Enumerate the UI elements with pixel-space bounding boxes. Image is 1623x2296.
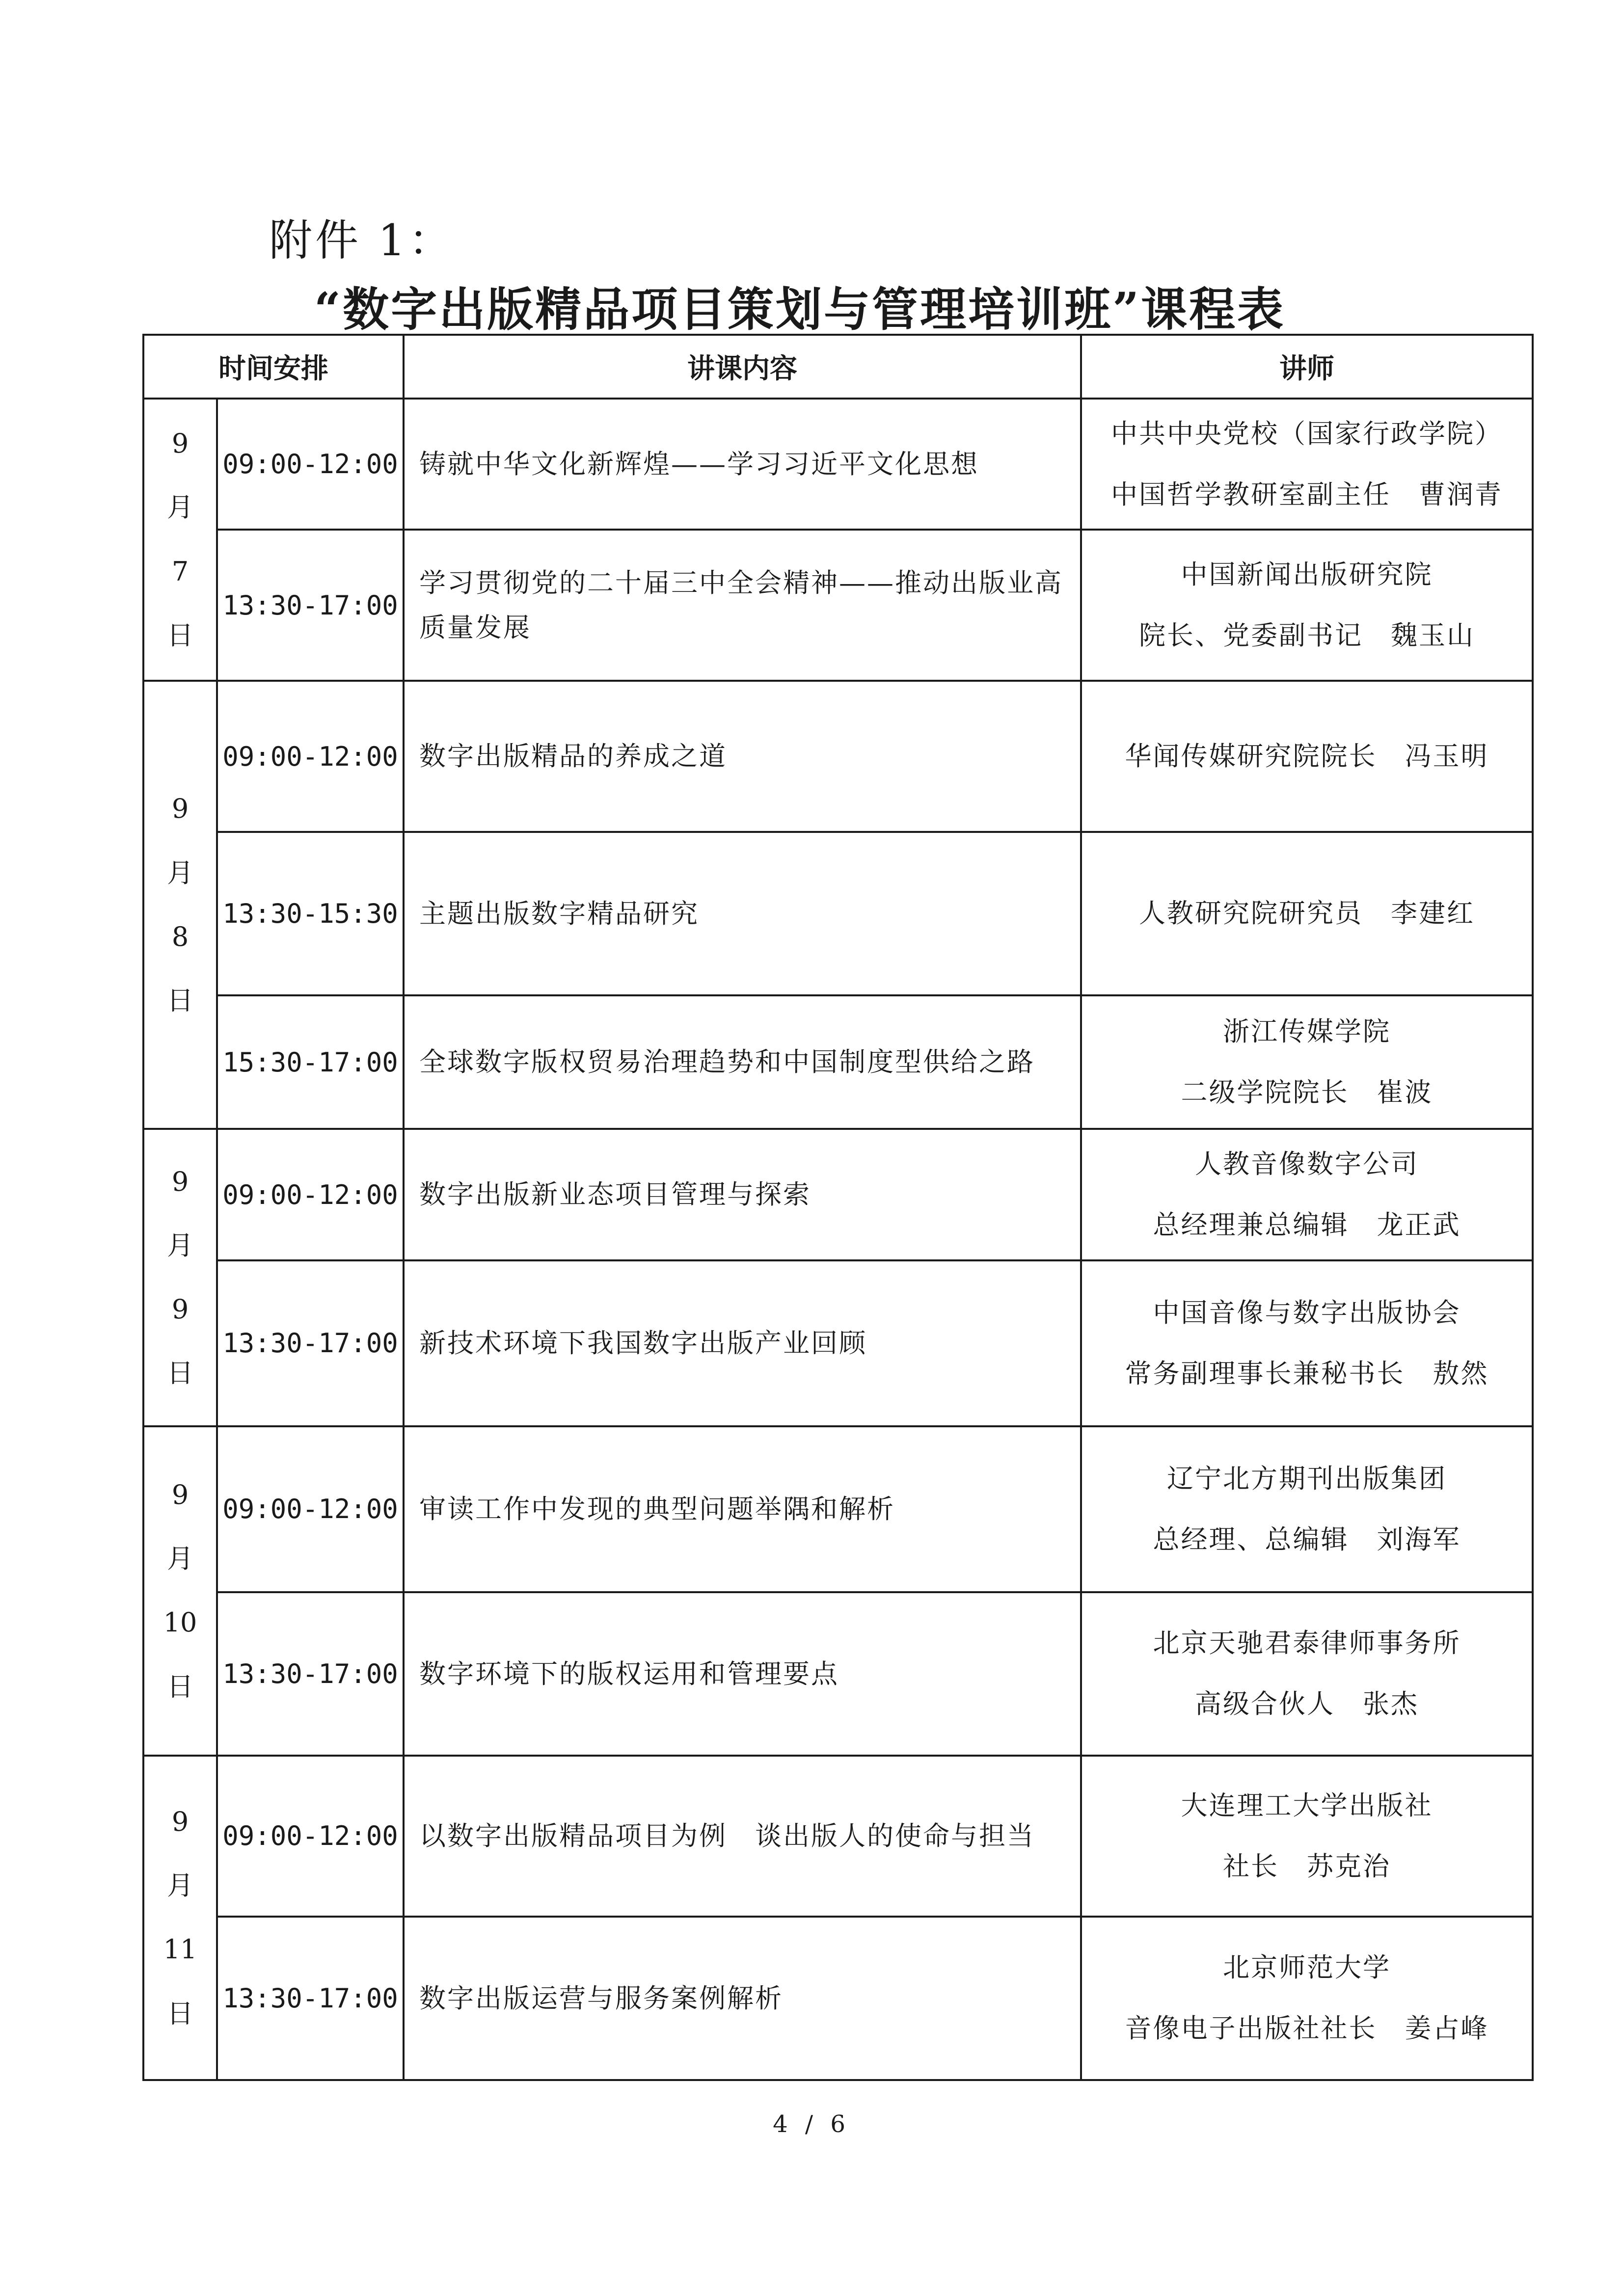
lecturer-line: 总经理兼总编辑 龙正武	[1153, 1209, 1461, 1241]
session-time: 09:00-12:00	[217, 1756, 404, 1917]
session-time: 09:00-12:00	[217, 1129, 404, 1260]
date-char: 7	[171, 556, 189, 587]
session-topic: 新技术环境下我国数字出版产业回顾	[404, 1260, 1081, 1426]
lecturer-line: 高级合伙人 张杰	[1195, 1688, 1419, 1720]
date-char: 9	[171, 1806, 189, 1837]
table-row	[143, 832, 1533, 995]
date-char: 月	[167, 492, 193, 523]
table-row	[143, 1129, 1533, 1260]
table-row	[143, 681, 1533, 832]
date-char: 日	[167, 1358, 193, 1389]
lecturer-line: 浙江传媒学院	[1223, 1016, 1391, 1047]
session-lecturer	[1081, 1426, 1533, 1592]
session-topic: 学习贯彻党的二十届三中全会精神——推动出版业高质量发展	[404, 530, 1081, 681]
attachment-label: 附件 1：	[269, 215, 455, 266]
date-char: 8	[171, 921, 189, 952]
lecturer-line: 北京天驰君泰律师事务所	[1153, 1628, 1461, 1659]
header-content: 讲课内容	[404, 335, 1081, 399]
session-topic: 以数字出版精品项目为例 谈出版人的使命与担当	[404, 1756, 1081, 1917]
session-time: 09:00-12:00	[217, 399, 404, 530]
date-char: 月	[167, 1543, 193, 1575]
session-lecturer	[1081, 1260, 1533, 1426]
session-time: 13:30-15:30	[217, 832, 404, 995]
date-cell	[143, 1129, 217, 1426]
session-topic: 数字出版运营与服务案例解析	[404, 1917, 1081, 2080]
date-char: 10	[163, 1607, 197, 1638]
lecturer-line: 人教音像数字公司	[1195, 1148, 1419, 1179]
table-row	[143, 399, 1533, 530]
table-row	[143, 995, 1533, 1129]
date-char: 9	[171, 1294, 189, 1325]
lecturer-line: 中国音像与数字出版协会	[1153, 1297, 1461, 1328]
table-row	[143, 1917, 1533, 2080]
lecturer-line: 辽宁北方期刊出版集团	[1167, 1463, 1447, 1494]
session-topic: 数字出版精品的养成之道	[404, 681, 1081, 832]
date-char: 9	[171, 1479, 189, 1510]
date-cell	[143, 1756, 217, 2080]
course-schedule-table	[142, 334, 1534, 2081]
date-char: 日	[167, 1671, 193, 1702]
table-row	[143, 1592, 1533, 1756]
page-number: 4 / 6	[773, 2110, 850, 2138]
lecturer-line: 华闻传媒研究院院长 冯玉明	[1125, 740, 1489, 772]
date-char: 9	[171, 793, 189, 825]
session-lecturer	[1081, 399, 1533, 530]
header-lecturer: 讲师	[1081, 335, 1533, 399]
session-lecturer	[1081, 832, 1533, 995]
date-char: 9	[171, 1166, 189, 1197]
lecturer-line: 中国新闻出版研究院	[1181, 559, 1433, 590]
schedule-body	[143, 399, 1533, 2080]
lecturer-line: 音像电子出版社社长 姜占峰	[1125, 2013, 1489, 2044]
session-lecturer	[1081, 1917, 1533, 2080]
lecturer-line: 二级学院院长 崔波	[1181, 1077, 1433, 1108]
lecturer-line: 北京师范大学	[1223, 1952, 1391, 1983]
session-time: 13:30-17:00	[217, 1917, 404, 2080]
session-lecturer	[1081, 1129, 1533, 1260]
table-row	[143, 1260, 1533, 1426]
table-row	[143, 530, 1533, 681]
date-char: 月	[167, 1229, 193, 1261]
session-time: 09:00-12:00	[217, 681, 404, 832]
session-lecturer	[1081, 995, 1533, 1129]
session-time: 13:30-17:00	[217, 1592, 404, 1756]
session-time: 09:00-12:00	[217, 1426, 404, 1592]
session-topic: 主题出版数字精品研究	[404, 832, 1081, 995]
date-char: 月	[167, 1870, 193, 1901]
date-cell	[143, 681, 217, 1129]
table-row	[143, 1426, 1533, 1592]
session-topic: 数字环境下的版权运用和管理要点	[404, 1592, 1081, 1756]
date-cell	[143, 399, 217, 681]
session-lecturer	[1081, 681, 1533, 832]
session-lecturer	[1081, 530, 1533, 681]
table-header-row	[143, 335, 1533, 399]
date-char: 日	[167, 1998, 193, 2029]
lecturer-line: 总经理、总编辑 刘海军	[1153, 1523, 1461, 1555]
date-char: 日	[167, 619, 193, 651]
lecturer-line: 社长 苏克治	[1223, 1850, 1391, 1882]
lecturer-line: 院长、党委副书记 魏玉山	[1139, 620, 1475, 651]
lecturer-line: 人教研究院研究员 李建红	[1139, 898, 1475, 929]
lecturer-line: 中国哲学教研室副主任 曹润青	[1111, 479, 1503, 510]
header-schedule: 时间安排	[143, 335, 404, 399]
date-char: 月	[167, 857, 193, 888]
session-topic: 数字出版新业态项目管理与探索	[404, 1129, 1081, 1260]
session-lecturer	[1081, 1756, 1533, 1917]
table-row	[143, 1756, 1533, 1917]
session-topic: 铸就中华文化新辉煌——学习习近平文化思想	[404, 399, 1081, 530]
session-time: 15:30-17:00	[217, 995, 404, 1129]
date-char: 日	[167, 985, 193, 1016]
date-char: 9	[171, 428, 189, 459]
session-time: 13:30-17:00	[217, 530, 404, 681]
session-topic: 审读工作中发现的典型问题举隅和解析	[404, 1426, 1081, 1592]
lecturer-line: 常务副理事长兼秘书长 敖然	[1125, 1358, 1489, 1389]
lecturer-line: 中共中央党校（国家行政学院）	[1111, 418, 1503, 449]
session-time: 13:30-17:00	[217, 1260, 404, 1426]
date-char: 11	[163, 1934, 197, 1965]
lecturer-line: 大连理工大学出版社	[1181, 1789, 1433, 1821]
session-lecturer	[1081, 1592, 1533, 1756]
document-title: “数字出版精品项目策划与管理培训班”课程表	[314, 283, 1286, 337]
date-cell	[143, 1426, 217, 1756]
session-topic: 全球数字版权贸易治理趋势和中国制度型供给之路	[404, 995, 1081, 1129]
